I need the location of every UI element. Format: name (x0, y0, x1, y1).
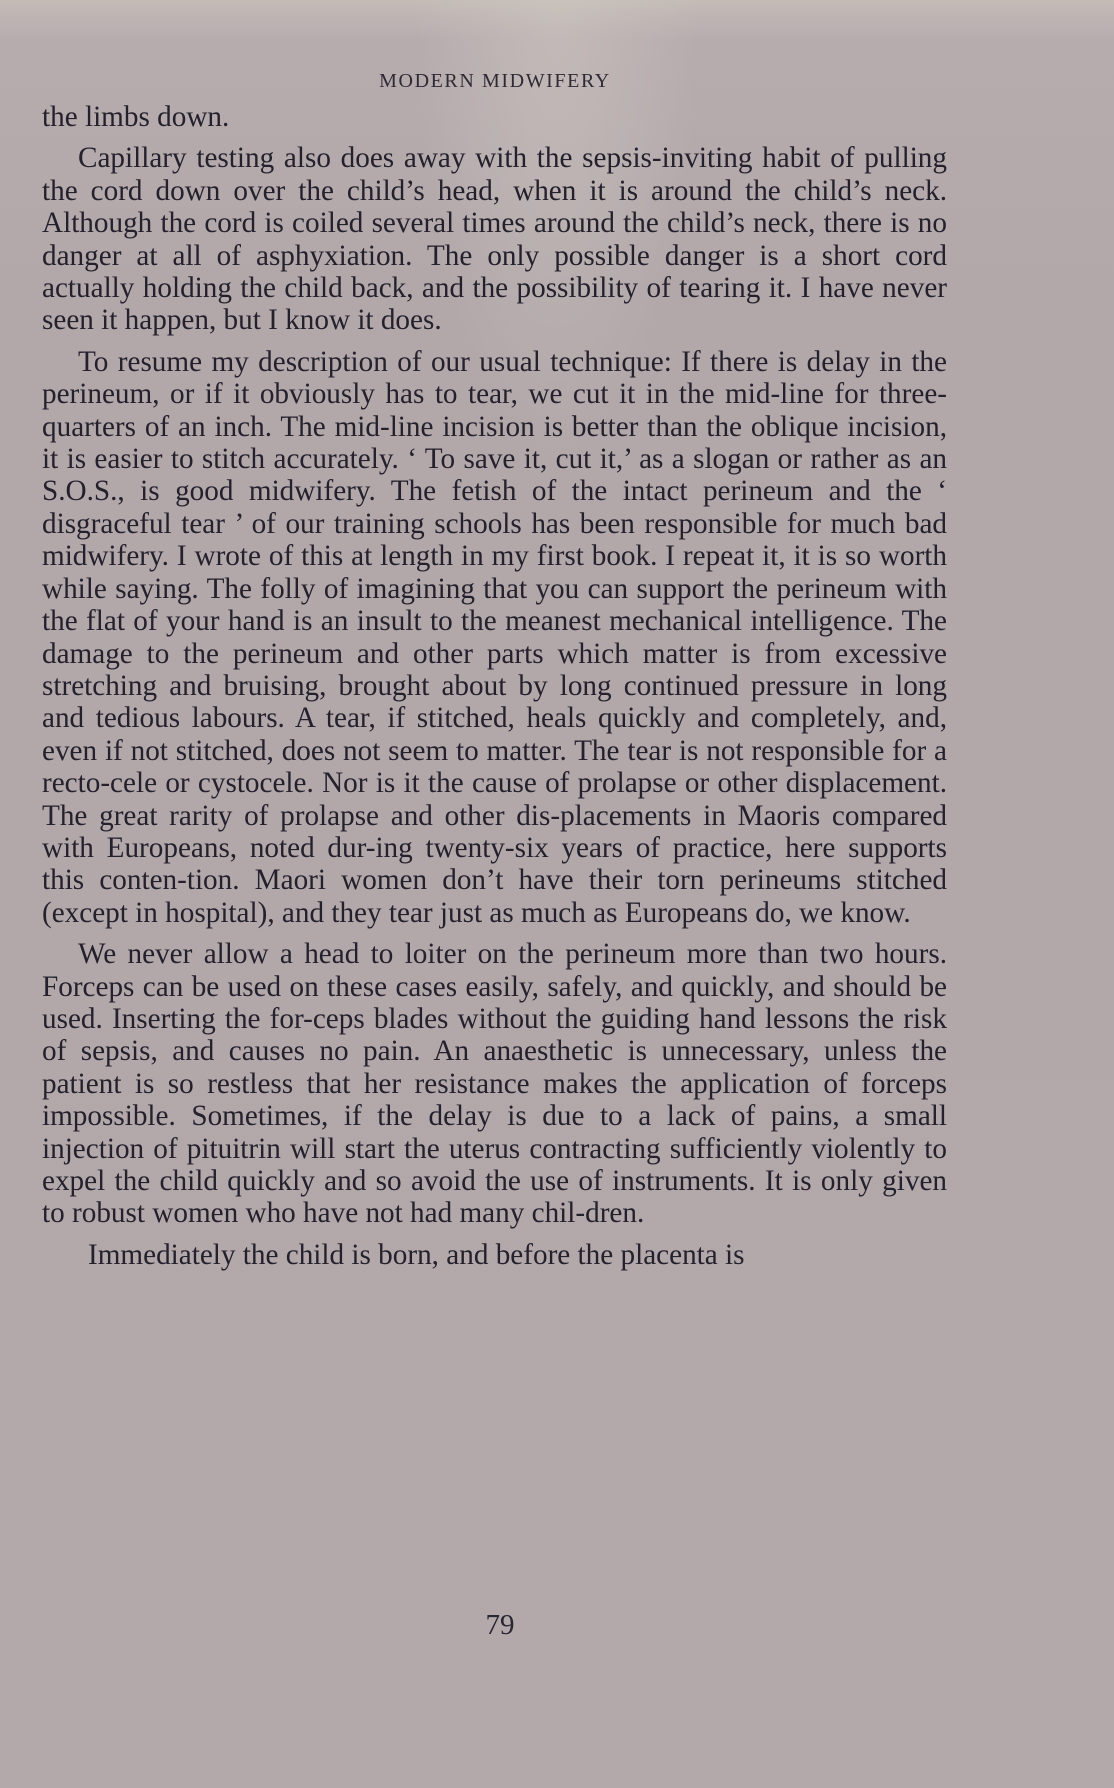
paragraph-capillary-testing: Capillary testing also does away with the sepsis-inviting habit of pulling the cord down over the child’s head, when it is around the child’s neck. Although the cord is coiled several times around the child’s neck, there is no danger at all of asphyxiation. The only possible danger is a short cord actually holding the child back, and the possibility of tearing it. I have never seen it happen, but I know it does. (42, 142, 947, 337)
body-text (42, 101, 947, 1271)
paragraph-forceps: We never allow a head to loiter on the perineum more than two hours. Forceps can be used on these cases easily, safely, and quickly, and should be used. Inserting the for-ceps blades without the guiding hand lessons the risk of sepsis, and causes no pain. An anaesthetic is unnecessary, unless the patient is so restless that her resistance makes the application of forceps impossible. Sometimes, if the delay is due to a lack of pains, a small injection of pituitrin will start the uterus contracting sufficiently violently to expel the child quickly and so avoid the use of instruments. It is only given to robust women who have not had many chil-dren. (42, 938, 947, 1230)
page-number: 79 (485, 1609, 515, 1641)
paragraph-continued: the limbs down. (42, 101, 230, 133)
paragraph-placenta: Immediately the child is born, and before the placenta is (88, 1238, 745, 1271)
paragraph-perineum-technique: To resume my description of our usual technique: If there is delay in the perineum, or if it obviously has to tear, we cut it in the mid-line for three-quarters of an inch. The mid-line incision is better than the oblique incision, it is easier to stitch accurately. ‘ To save it, cut it,’ as a slogan or rather as an S.O.S., is good midwifery. The fetish of the intact perineum and the ‘ disgraceful tear ’ of our training schools has been responsible for much bad midwifery. I wrote of this at length in my first book. I repeat it, it is so worth while saying. The folly of imagining that you can support the perineum with the flat of your hand is an insult to the meanest mechanical intelligence. The damage to the perineum and other parts which matter is from excessive stretching and bruising, brought about by long continued pressure in long and tedious labours. A tear, if stitched, heals quickly and completely, and, even if not stitched, does not seem to matter. The tear is not responsible for a recto-cele or cystocele. Nor is it the cause of prolapse or other displacement. The great rarity of prolapse and other dis-placements in Maoris compared with Europeans, noted dur-ing twenty-six years of practice, here supports this conten-tion. Maori women don’t have their torn perineums stitched (except in hospital), and they tear just as much as Europeans do, we know. (42, 345, 947, 929)
running-head: MODERN MIDWIFERY (379, 70, 611, 92)
